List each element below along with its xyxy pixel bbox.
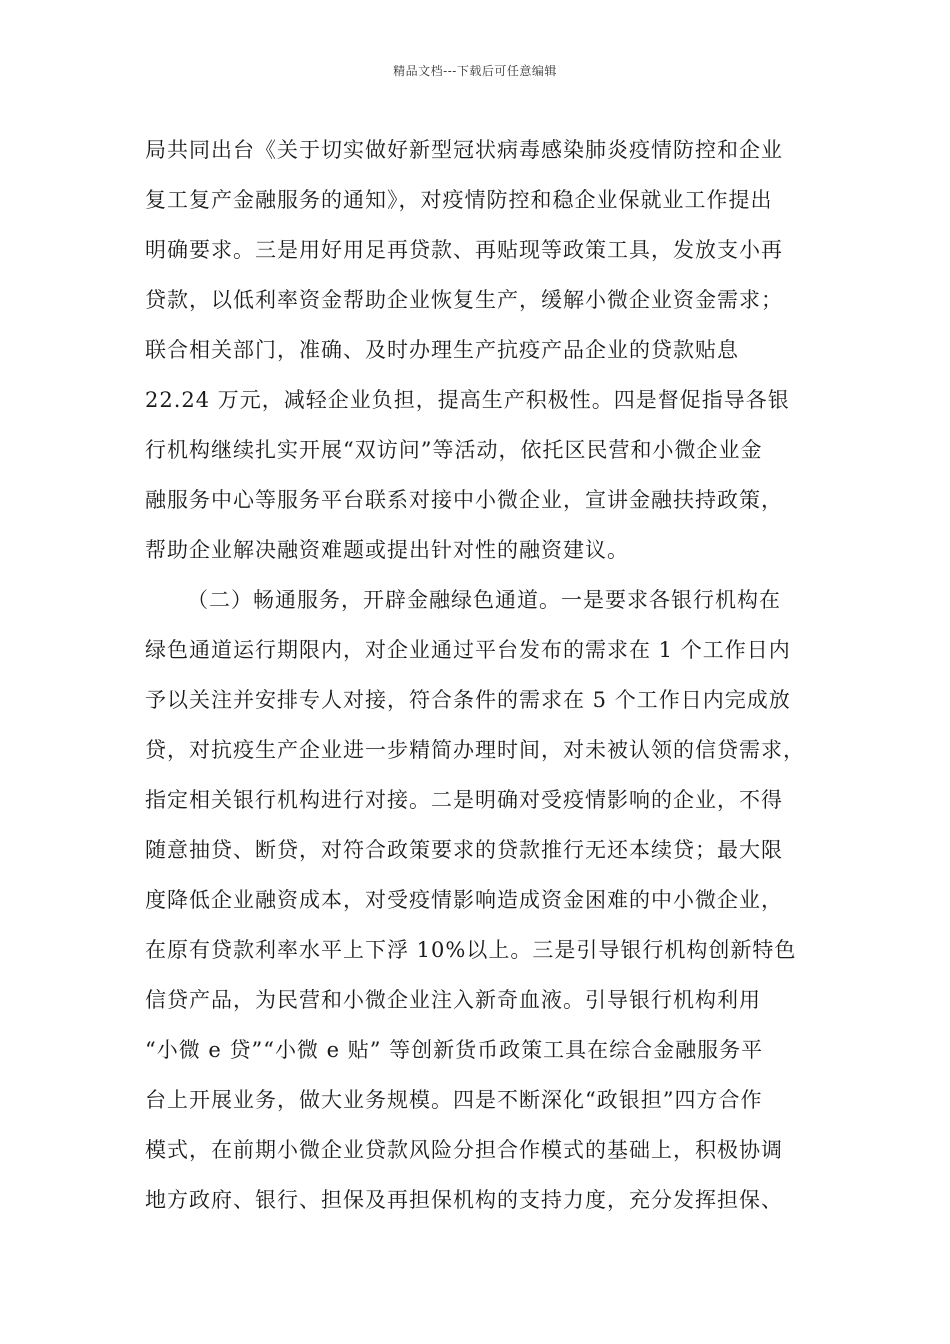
page-header: 精品文档---下载后可任意编辑	[393, 64, 557, 78]
text-line: 绿色通道运行期限内，对企业通过平台发布的需求在 1 个工作日内	[145, 638, 791, 662]
text-line: 地方政府、银行、担保及再担保机构的支持力度，充分发挥担保、	[145, 1188, 783, 1212]
text-line: 帮助企业解决融资难题或提出针对性的融资建议。	[145, 538, 629, 562]
section-heading-line: （二）畅通服务，开辟金融绿色通道。一是要求各银行机构在	[187, 588, 781, 612]
text-line: 22.24 万元，减轻企业负担，提高生产积极性。四是督促指导各银	[145, 388, 790, 412]
text-line: 局共同出台《关于切实做好新型冠状病毒感染肺炎疫情防控和企业	[145, 138, 783, 162]
text-line: 台上开展业务，做大业务规模。四是不断深化“政银担”四方合作	[145, 1088, 763, 1112]
text-line: 贷款，以低利率资金帮助企业恢复生产，缓解小微企业资金需求；	[145, 288, 783, 312]
text-line: 复工复产金融服务的通知》，对疫情防控和稳企业保就业工作提出	[145, 188, 773, 212]
text-line: 随意抽贷、断贷，对符合政策要求的贷款推行无还本续贷；最大限	[145, 838, 783, 862]
text-line: 融服务中心等服务平台联系对接中小微企业，宣讲金融扶持政策，	[145, 488, 783, 512]
text-line: 明确要求。三是用好用足再贷款、再贴现等政策工具，发放支小再	[145, 238, 783, 262]
text-line: 贷，对抗疫生产企业进一步精简办理时间，对未被认领的信贷需求，	[145, 738, 805, 762]
text-line: 予以关注并安排专人对接，符合条件的需求在 5 个工作日内完成放	[145, 688, 791, 712]
text-line: 信贷产品，为民营和小微企业注入新奇血液。引导银行机构利用	[145, 988, 761, 1012]
text-line: 联合相关部门，准确、及时办理生产抗疫产品企业的贷款贴息	[145, 338, 739, 362]
text-line: “小微 e 贷”“小微 e 贴” 等创新货币政策工具在综合金融服务平	[145, 1038, 764, 1062]
text-line: 行机构继续扎实开展“双访问”等活动，依托区民营和小微企业金	[145, 438, 763, 462]
text-line: 指定相关银行机构进行对接。二是明确对受疫情影响的企业，不得	[145, 788, 783, 812]
text-line: 在原有贷款利率水平上下浮 10%以上。三是引导银行机构创新特色	[145, 938, 797, 962]
text-line: 度降低企业融资成本，对受疫情影响造成资金困难的中小微企业，	[145, 888, 783, 912]
text-line: 模式，在前期小微企业贷款风险分担合作模式的基础上，积极协调	[145, 1138, 783, 1162]
